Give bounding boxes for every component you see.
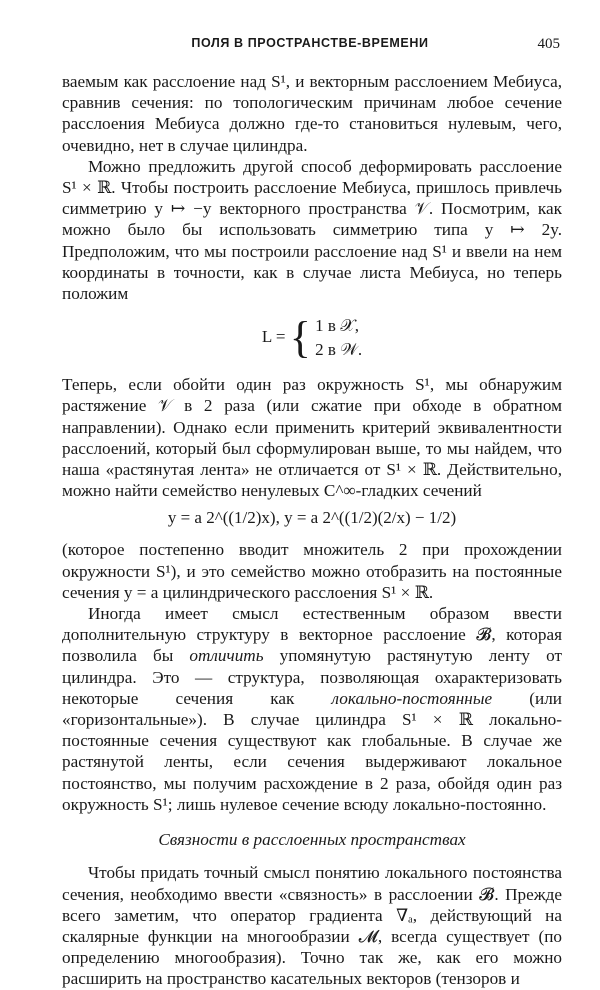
- page-number: 405: [537, 36, 560, 52]
- paragraph-3: Теперь, если обойти один раз окружность S¹, мы обнаружим растяжение 𝒱 в 2 раза (или сжатие при обходе в обратном направлении). Однако если применить критерий эквивалентности расслоений, который был сформулирован выше, то мы найдем, что наша «растянутая лента» не отличается от S¹ × ℝ. Действительно, можно найти семейство ненулевых C^∞-гладких сечений: [62, 375, 562, 501]
- paragraph-5-part-b: упомянутую растянутую ленту от цилиндра. Это — структура, позволяющая охарактеризовать некоторые сечения как: [62, 646, 562, 708]
- formula-lhs: L =: [261, 327, 286, 347]
- paragraph-5-part-a: Иногда имеет смысл естественным образом ввести дополнительную структуру в векторное расслоение 𝓑, которая позволила бы: [62, 604, 562, 666]
- left-brace-icon: {: [289, 313, 311, 363]
- paragraph-1: ваемым как расслоение над S¹, и векторным расслоением Мебиуса, сравнив сечения: по топологическим причинам любое сечение расслоения Мебиуса должно где-то становиться нулевым, чего, очевидно, нет в случае цилиндра.: [62, 72, 562, 155]
- paragraph-2: Можно предложить другой способ деформировать расслоение S¹ × ℝ. Чтобы построить расслоение Мебиуса, пришлось привлечь симметрию y ↦ −y векторного пространства 𝒱. Посмотрим, как можно было бы использовать симметрию типа y ↦ 2y. Предположим, что мы построили расслоение над S¹ и ввели на нем координаты в точности, как в случае листа Мебиуса, но теперь положим: [62, 156, 562, 304]
- page-header: [60, 36, 560, 56]
- formula-cases-list: [315, 314, 362, 362]
- formula-sections: y = a 2^((1/2)x), y = a 2^((1/2)(2/x) − 1/2): [167, 508, 457, 528]
- page-body: [62, 71, 562, 990]
- paragraph-5-emphasis-1: отличить: [189, 646, 264, 666]
- formula-cases: [62, 314, 562, 362]
- section-title: Связности в расслоенных пространствах: [158, 830, 466, 850]
- formula-case-1: 1 в 𝒳,: [315, 316, 359, 336]
- paragraph-5-part-c: (или «горизонтальные»). В случае цилиндра S¹ × ℝ локально-постоянные сечения существуют как глобальные. В случае же растянутой ленты, если сечения выдерживают локальное постоянство, мы получим расхождение в 2 раза, обойдя один раз окружность S¹; лишь нулевое сечение всюду локально-постоянно.: [62, 688, 562, 814]
- paragraph-5-emphasis-2: локально-постоянные: [331, 688, 493, 708]
- formula-case-2: 2 в 𝒲.: [315, 340, 363, 360]
- paragraph-6: Чтобы придать точный смысл понятию локального постоянства сечения, необходимо ввести «связность» в расслоении 𝓑. Прежде всего заметим, что оператор градиента ∇ₐ, действующий на скалярные функции на многообразии 𝓜, всегда существует (по определению многообразия). Точно так же, как его можно расширить на пространство касательных векторов (тензоров и: [62, 863, 562, 989]
- running-title: ПОЛЯ В ПРОСТРАНСТВЕ-ВРЕМЕНИ: [191, 36, 429, 50]
- paragraph-5: [62, 603, 562, 815]
- paragraph-4: (которое постепенно вводит множитель 2 при прохождении окружности S¹), и это семейство можно отобразить на постоянные сечения y = a цилиндрического расслоения S¹ × ℝ.: [62, 540, 562, 602]
